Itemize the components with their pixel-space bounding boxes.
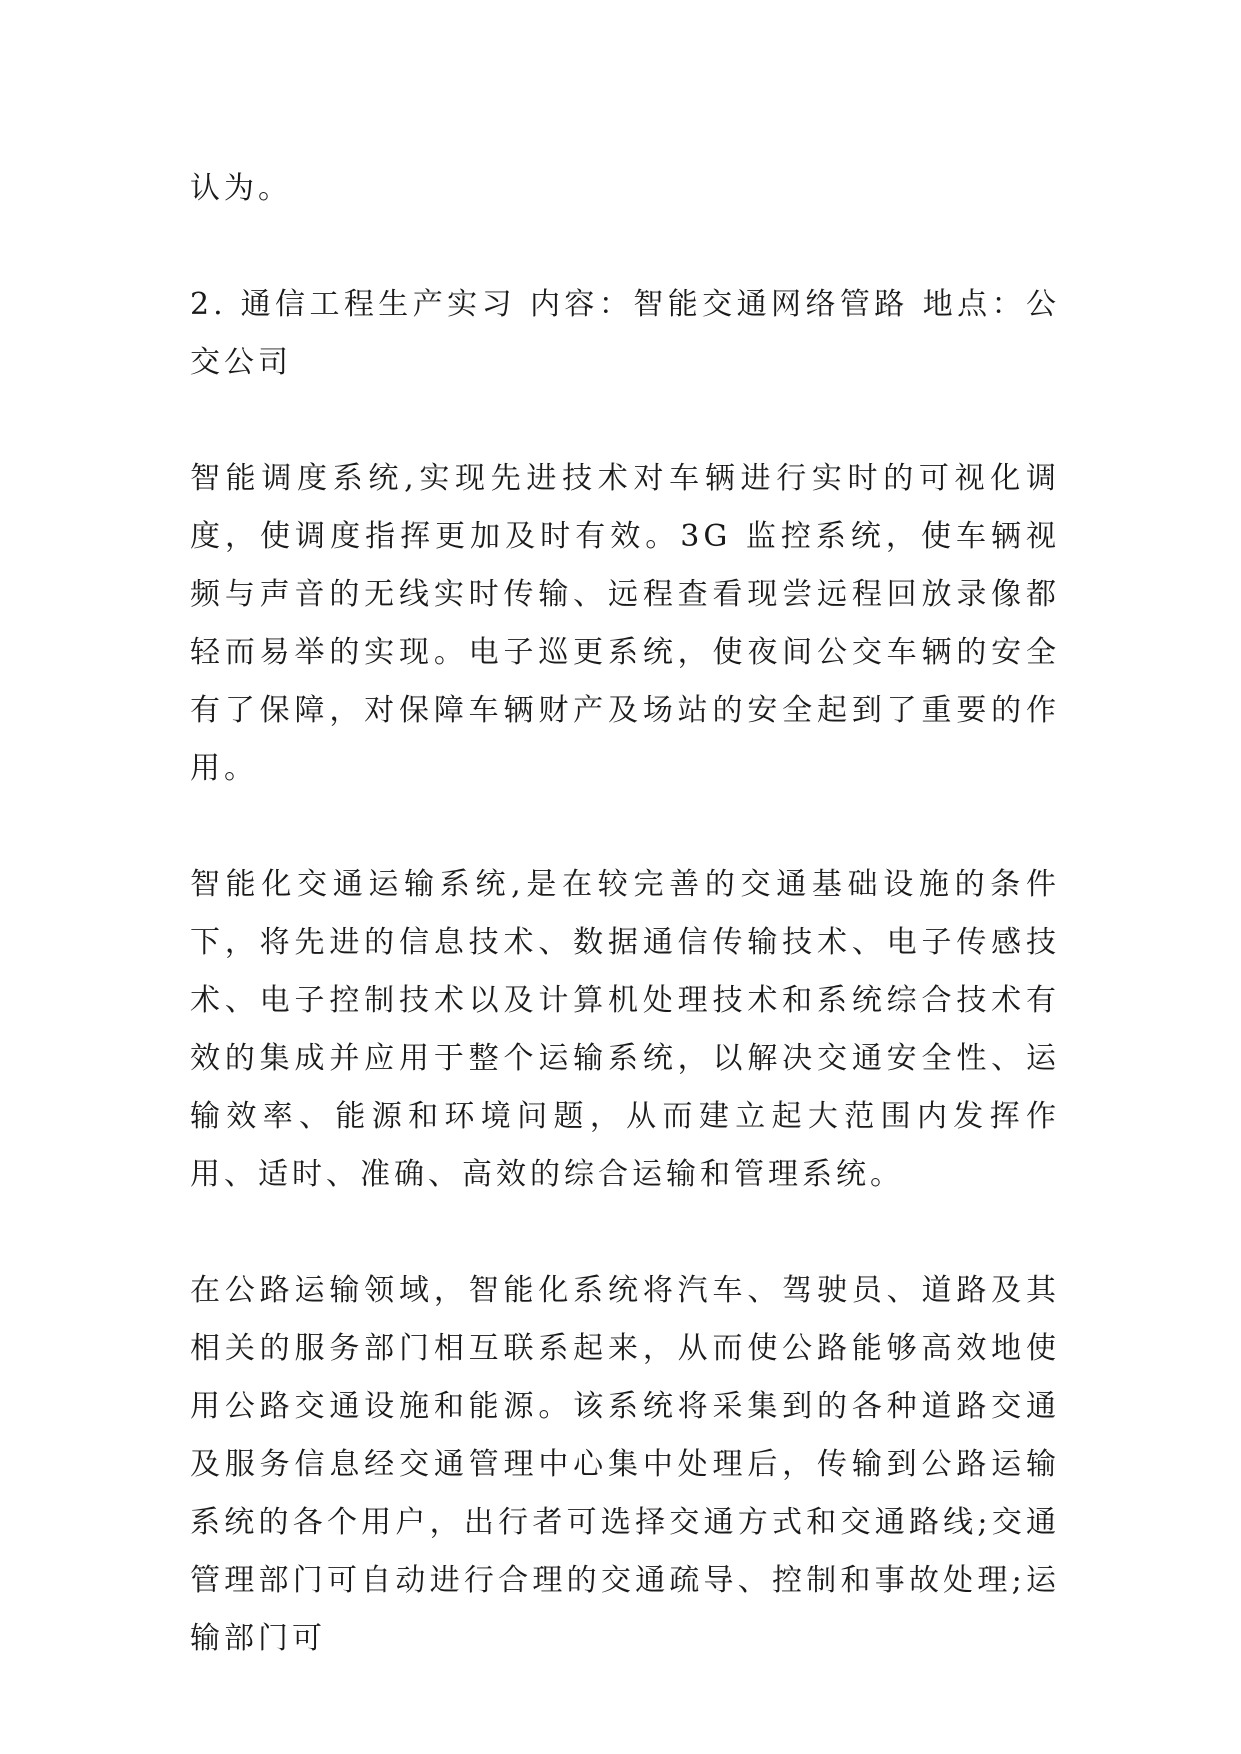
paragraph-dispatch-system: 智能调度系统,实现先进技术对车辆进行实时的可视化调度，使调度指挥更加及时有效。3G 监控系统，使车辆视频与声音的无线实时传输、远程查看现尝远程回放录像都轻而易举的实现。电子巡更系统，使夜间公交车辆的安全有了保障，对保障车辆财产及场站的安全起到了重要的作用。 xyxy=(190,461,1060,786)
paragraph-internship-heading: 2. 通信工程生产实习 内容：智能交通网络管路 地点：公交公司 xyxy=(190,287,1060,380)
paragraph-continuation: 认为。 xyxy=(190,171,292,206)
paragraph-intelligent-transport: 智能化交通运输系统,是在较完善的交通基础设施的条件下，将先进的信息技术、数据通信传输技术、电子传感技术、电子控制技术以及计算机处理技术和系统综合技术有效的集成并应用于整个运输系统，以解决交通安全性、运输效率、能源和环境问题，从而建立起大范围内发挥作用、适时、准确、高效的综合运输和管理系统。 xyxy=(190,867,1060,1192)
paragraph-road-transport: 在公路运输领域，智能化系统将汽车、驾驶员、道路及其相关的服务部门相互联系起来，从而使公路能够高效地使用公路交通设施和能源。该系统将采集到的各种道路交通及服务信息经交通管理中心集中处理后，传输到公路运输系统的各个用户，出行者可选择交通方式和交通路线;交通管理部门可自动进行合理的交通疏导、控制和事故处理;运输部门可 xyxy=(190,1273,1060,1656)
document-body xyxy=(190,160,1060,1668)
